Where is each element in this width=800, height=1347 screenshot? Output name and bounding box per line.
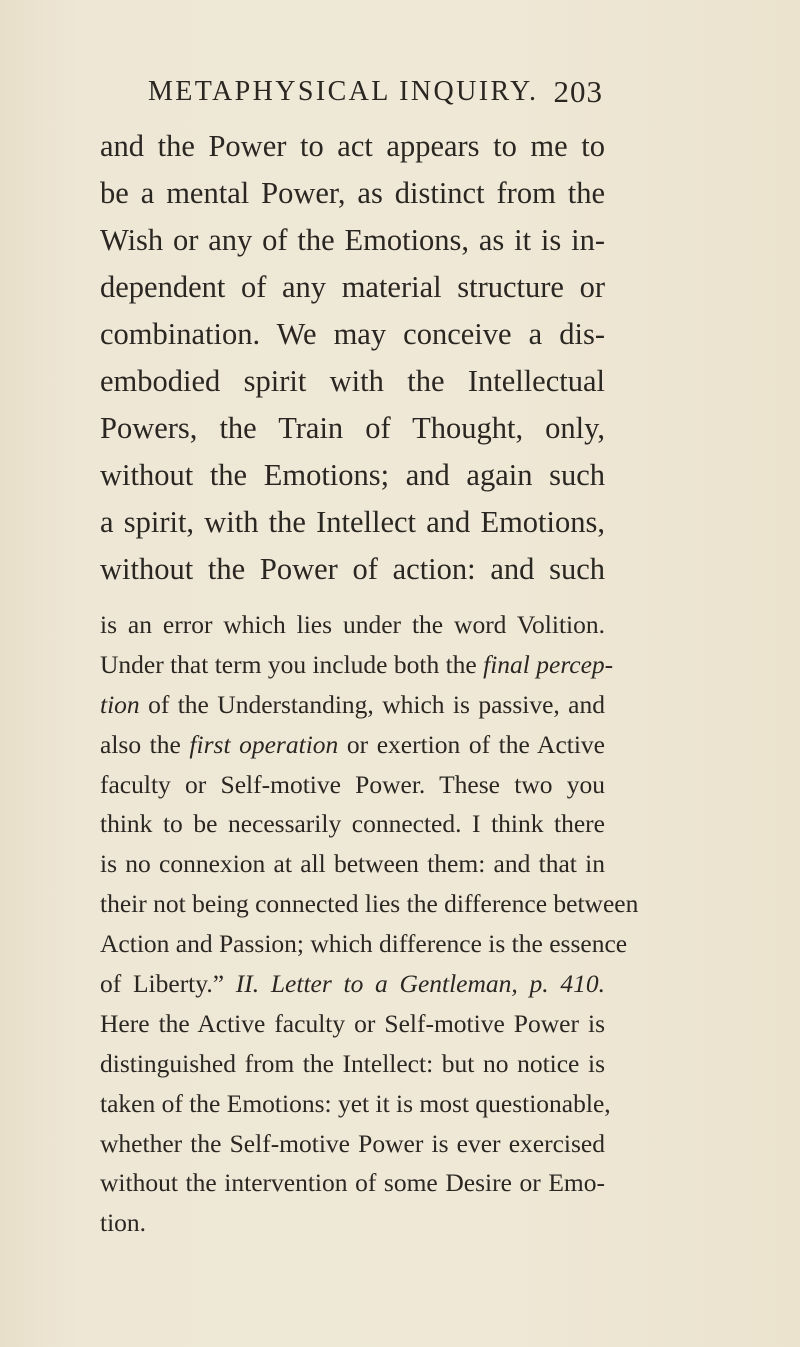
italic-phrase: tion bbox=[100, 689, 140, 719]
italic-phrase: final percep- bbox=[483, 649, 614, 679]
text-line: Wish or any of the Emotions, as it is in- bbox=[100, 223, 605, 257]
text-line: without the Power of action: and such bbox=[100, 552, 605, 586]
quotation-paragraph bbox=[100, 605, 639, 1243]
text-line: without the intervention of some Desire or Emo- bbox=[100, 1168, 605, 1198]
text-line: combination. We may conceive a dis- bbox=[100, 317, 605, 351]
citation: II. Letter to a Gentleman, p. 410. bbox=[235, 969, 605, 999]
text-line bbox=[100, 685, 605, 725]
running-head: METAPHYSICAL INQUIRY. bbox=[148, 76, 539, 107]
text-segment: Under that term you include both the bbox=[100, 649, 484, 679]
text-line: their not being connected lies the difference between bbox=[100, 889, 639, 919]
text-segment: also the bbox=[100, 729, 190, 759]
text-line: dependent of any material structure or bbox=[100, 270, 605, 304]
text-line: think to be necessarily connected. I think there bbox=[100, 809, 605, 839]
text-line: without the Emotions; and again such bbox=[100, 458, 605, 492]
text-line bbox=[100, 964, 605, 1004]
text-line: is no connexion at all between them: and that in bbox=[100, 849, 605, 879]
text-line: Here the Active faculty or Self-motive Power is bbox=[100, 1008, 605, 1038]
text-line: embodied spirit with the Intellectual bbox=[100, 364, 605, 398]
text-line: be a mental Power, as distinct from the bbox=[100, 176, 605, 210]
text-segment: of the Understanding, which is passive, and bbox=[139, 689, 605, 719]
text-line: faculty or Self-motive Power. These two you bbox=[100, 769, 605, 799]
text-line: Powers, the Train of Thought, only, bbox=[100, 411, 605, 445]
text-segment: of Liberty.” bbox=[100, 969, 236, 999]
text-line: whether the Self-motive Power is ever exercised bbox=[100, 1128, 605, 1158]
italic-phrase: first operation bbox=[189, 729, 339, 759]
text-line: tion. bbox=[100, 1208, 147, 1238]
text-line: a spirit, with the Intellect and Emotions, bbox=[100, 505, 605, 539]
text-line: distinguished from the Intellect: but no notice is bbox=[100, 1048, 605, 1078]
text-line: taken of the Emotions: yet it is most questionable, bbox=[100, 1088, 611, 1118]
text-line bbox=[100, 645, 614, 685]
text-line bbox=[100, 725, 605, 765]
text-line: is an error which lies under the word Volition. bbox=[100, 610, 605, 639]
text-line: and the Power to act appears to me to bbox=[100, 129, 605, 163]
main-paragraph bbox=[100, 123, 605, 593]
page-number: 203 bbox=[553, 74, 603, 109]
text-segment: or exertion of the Active bbox=[338, 729, 605, 759]
text-line: Action and Passion; which difference is the essence bbox=[100, 929, 628, 959]
